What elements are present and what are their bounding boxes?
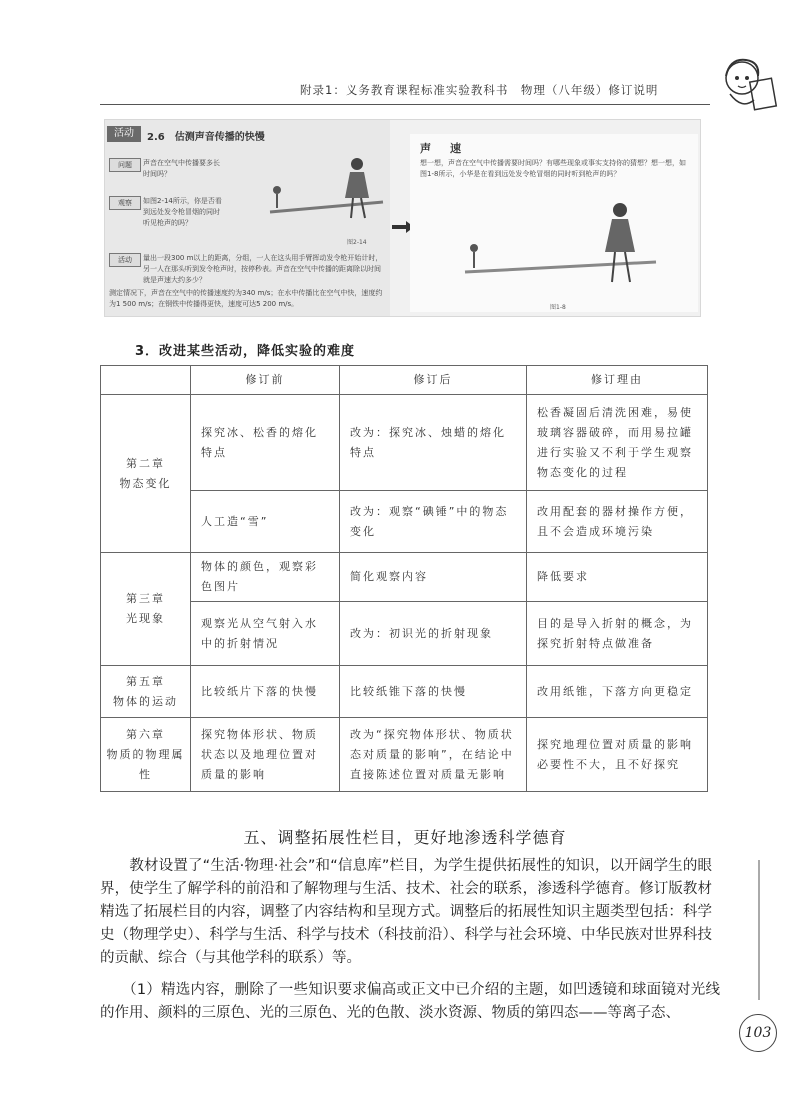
after-cell: 改为：探究冰、烛蜡的熔化特点 <box>340 395 527 491</box>
chapter-label: 第六章 物质的物理属性 <box>106 727 185 781</box>
question-text: 声音在空气中传播要多长时间吗？ <box>143 159 220 178</box>
table-header-row <box>101 366 708 395</box>
old-edition-panel <box>105 120 390 316</box>
table-header-cell: 修订后 <box>340 366 527 395</box>
table-row <box>101 718 708 792</box>
sound-speed-note: 测定情况下，声音在空气中的传播速度约为340 m/s；在水中传播比在空气中快，速度约为1 500 m/s；在钢铁中传播得更快，速度可达5 200 m/s。 <box>109 289 383 308</box>
margin-decoration <box>744 860 774 1000</box>
table-header-cell <box>101 366 191 395</box>
activity-label: 活动 <box>109 253 141 267</box>
header-rule <box>100 104 710 105</box>
table-row <box>101 395 708 491</box>
chapter-label: 第三章 光现象 <box>126 592 165 625</box>
table-row <box>101 602 708 666</box>
reason-cell: 改用配套的器材操作方便，且不会造成环境污染 <box>527 491 708 553</box>
page-number: 103 <box>739 1014 777 1052</box>
reading-student-icon <box>712 50 782 120</box>
after-cell: 改为：观察“碘锤”中的物态变化 <box>340 491 527 553</box>
revision-table <box>100 365 708 792</box>
new-activity-text: 想一想，声音在空气中传播需要时间吗？有哪些现象或事实支持你的猜想？想一想，如图1-8所示，小华是在看到远处发令枪冒烟的同时听到枪声的吗？ <box>420 159 686 178</box>
chapter-label: 第二章 物态变化 <box>119 456 172 490</box>
chapter-cell <box>101 553 191 666</box>
reason-cell: 探究地理位置对质量的影响必要性不大，且不好探究 <box>527 718 708 792</box>
after-cell: 改为：初识光的折射现象 <box>340 602 527 666</box>
reason-cell: 改用纸锥，下落方向更稳定 <box>527 666 708 718</box>
before-cell: 观察光从空气射入水中的折射情况 <box>191 602 340 666</box>
new-edition-panel <box>410 134 698 312</box>
section-5-title: 五、调整拓展性栏目，更好地渗透科学德育 <box>243 828 567 847</box>
table-row <box>101 491 708 553</box>
section-3-title: 3．改进某些活动，降低实验的难度 <box>135 344 356 359</box>
observe-label: 观察 <box>109 196 141 210</box>
reason-cell: 松香凝固后清洗困难，易使玻璃容器破碎，而用易拉罐进行实验又不利于学生观察物态变化的过程 <box>527 395 708 491</box>
chapter-cell <box>101 666 191 718</box>
before-cell: 探究物体形状、物质状态以及地理位置对质量的影响 <box>191 718 340 792</box>
observe-text: 如图2-14所示，你是否看到远处发令枪冒烟的同时听见枪声的吗？ <box>143 197 222 227</box>
new-activity-title: 声 速 <box>420 142 465 155</box>
table-header-cell: 修订理由 <box>527 366 708 395</box>
table-row <box>101 666 708 718</box>
new-figure-caption: 图1-8 <box>550 304 566 311</box>
before-cell: 探究冰、松香的熔化特点 <box>191 395 340 491</box>
textbook-comparison-figure <box>104 119 701 317</box>
before-cell: 人工造“雪” <box>191 491 340 553</box>
activity-tag: 活动 <box>107 126 141 142</box>
before-cell: 物体的颜色，观察彩色图片 <box>191 553 340 602</box>
old-illustration <box>265 150 385 235</box>
reason-cell: 降低要求 <box>527 553 708 602</box>
running-header: 附录1：义务教育课程标准实验教科书 物理（八年级）修订说明 <box>300 83 659 97</box>
reason-cell: 目的是导入折射的概念，为探究折射特点做准备 <box>527 602 708 666</box>
table-row <box>101 553 708 602</box>
table-header-cell: 修订前 <box>191 366 340 395</box>
old-figure-caption: 图2-14 <box>347 239 367 246</box>
chapter-cell <box>101 718 191 792</box>
old-activity-title: 2.6 估测声音传播的快慢 <box>147 132 265 143</box>
body-paragraph: 教材设置了“生活·物理·社会”和“信息库”栏目，为学生提供拓展性的知识，以开阔学生的眼界，使学生了解学科的前沿和了解物理与生活、技术、社会的联系，渗透科学德育。修订版教材精选了拓展栏目的内容，调整了内容结构和呈现方式。调整后的拓展性知识主题类型包括：科学史（物理学史）、科学与生活、科学与技术（科技前沿）、科学与社会环境、中华民族对世界科技的贡献、综合（与其他学科的联系）等。 <box>100 858 712 966</box>
after-cell: 简化观察内容 <box>340 553 527 602</box>
before-cell: 比较纸片下落的快慢 <box>191 666 340 718</box>
chapter-cell <box>101 395 191 553</box>
after-cell: 比较纸锥下落的快慢 <box>340 666 527 718</box>
new-illustration <box>460 194 660 299</box>
question-label: 问题 <box>109 158 141 172</box>
activity-text: 量出一段300 m以上的距离，分组，一人在这头用手臂挥动发令枪开始计时，另一人在那头听到发令枪声时，按停秒表。声音在空气中传播的距离除以时间就是声速大约多少？ <box>143 254 383 284</box>
body-paragraph: （1）精选内容，删除了一些知识要求偏高或正文中已介绍的主题，如凹透镜和球面镜对光线的作用、颜料的三原色、光的三原色、光的色散、淡水资源、物质的第四态——等离子态、 <box>100 982 720 1021</box>
after-cell: 改为“探究物体形状、物质状态对质量的影响”，在结论中直接陈述位置对质量无影响 <box>340 718 527 792</box>
chapter-label: 第五章 物体的运动 <box>113 674 178 708</box>
